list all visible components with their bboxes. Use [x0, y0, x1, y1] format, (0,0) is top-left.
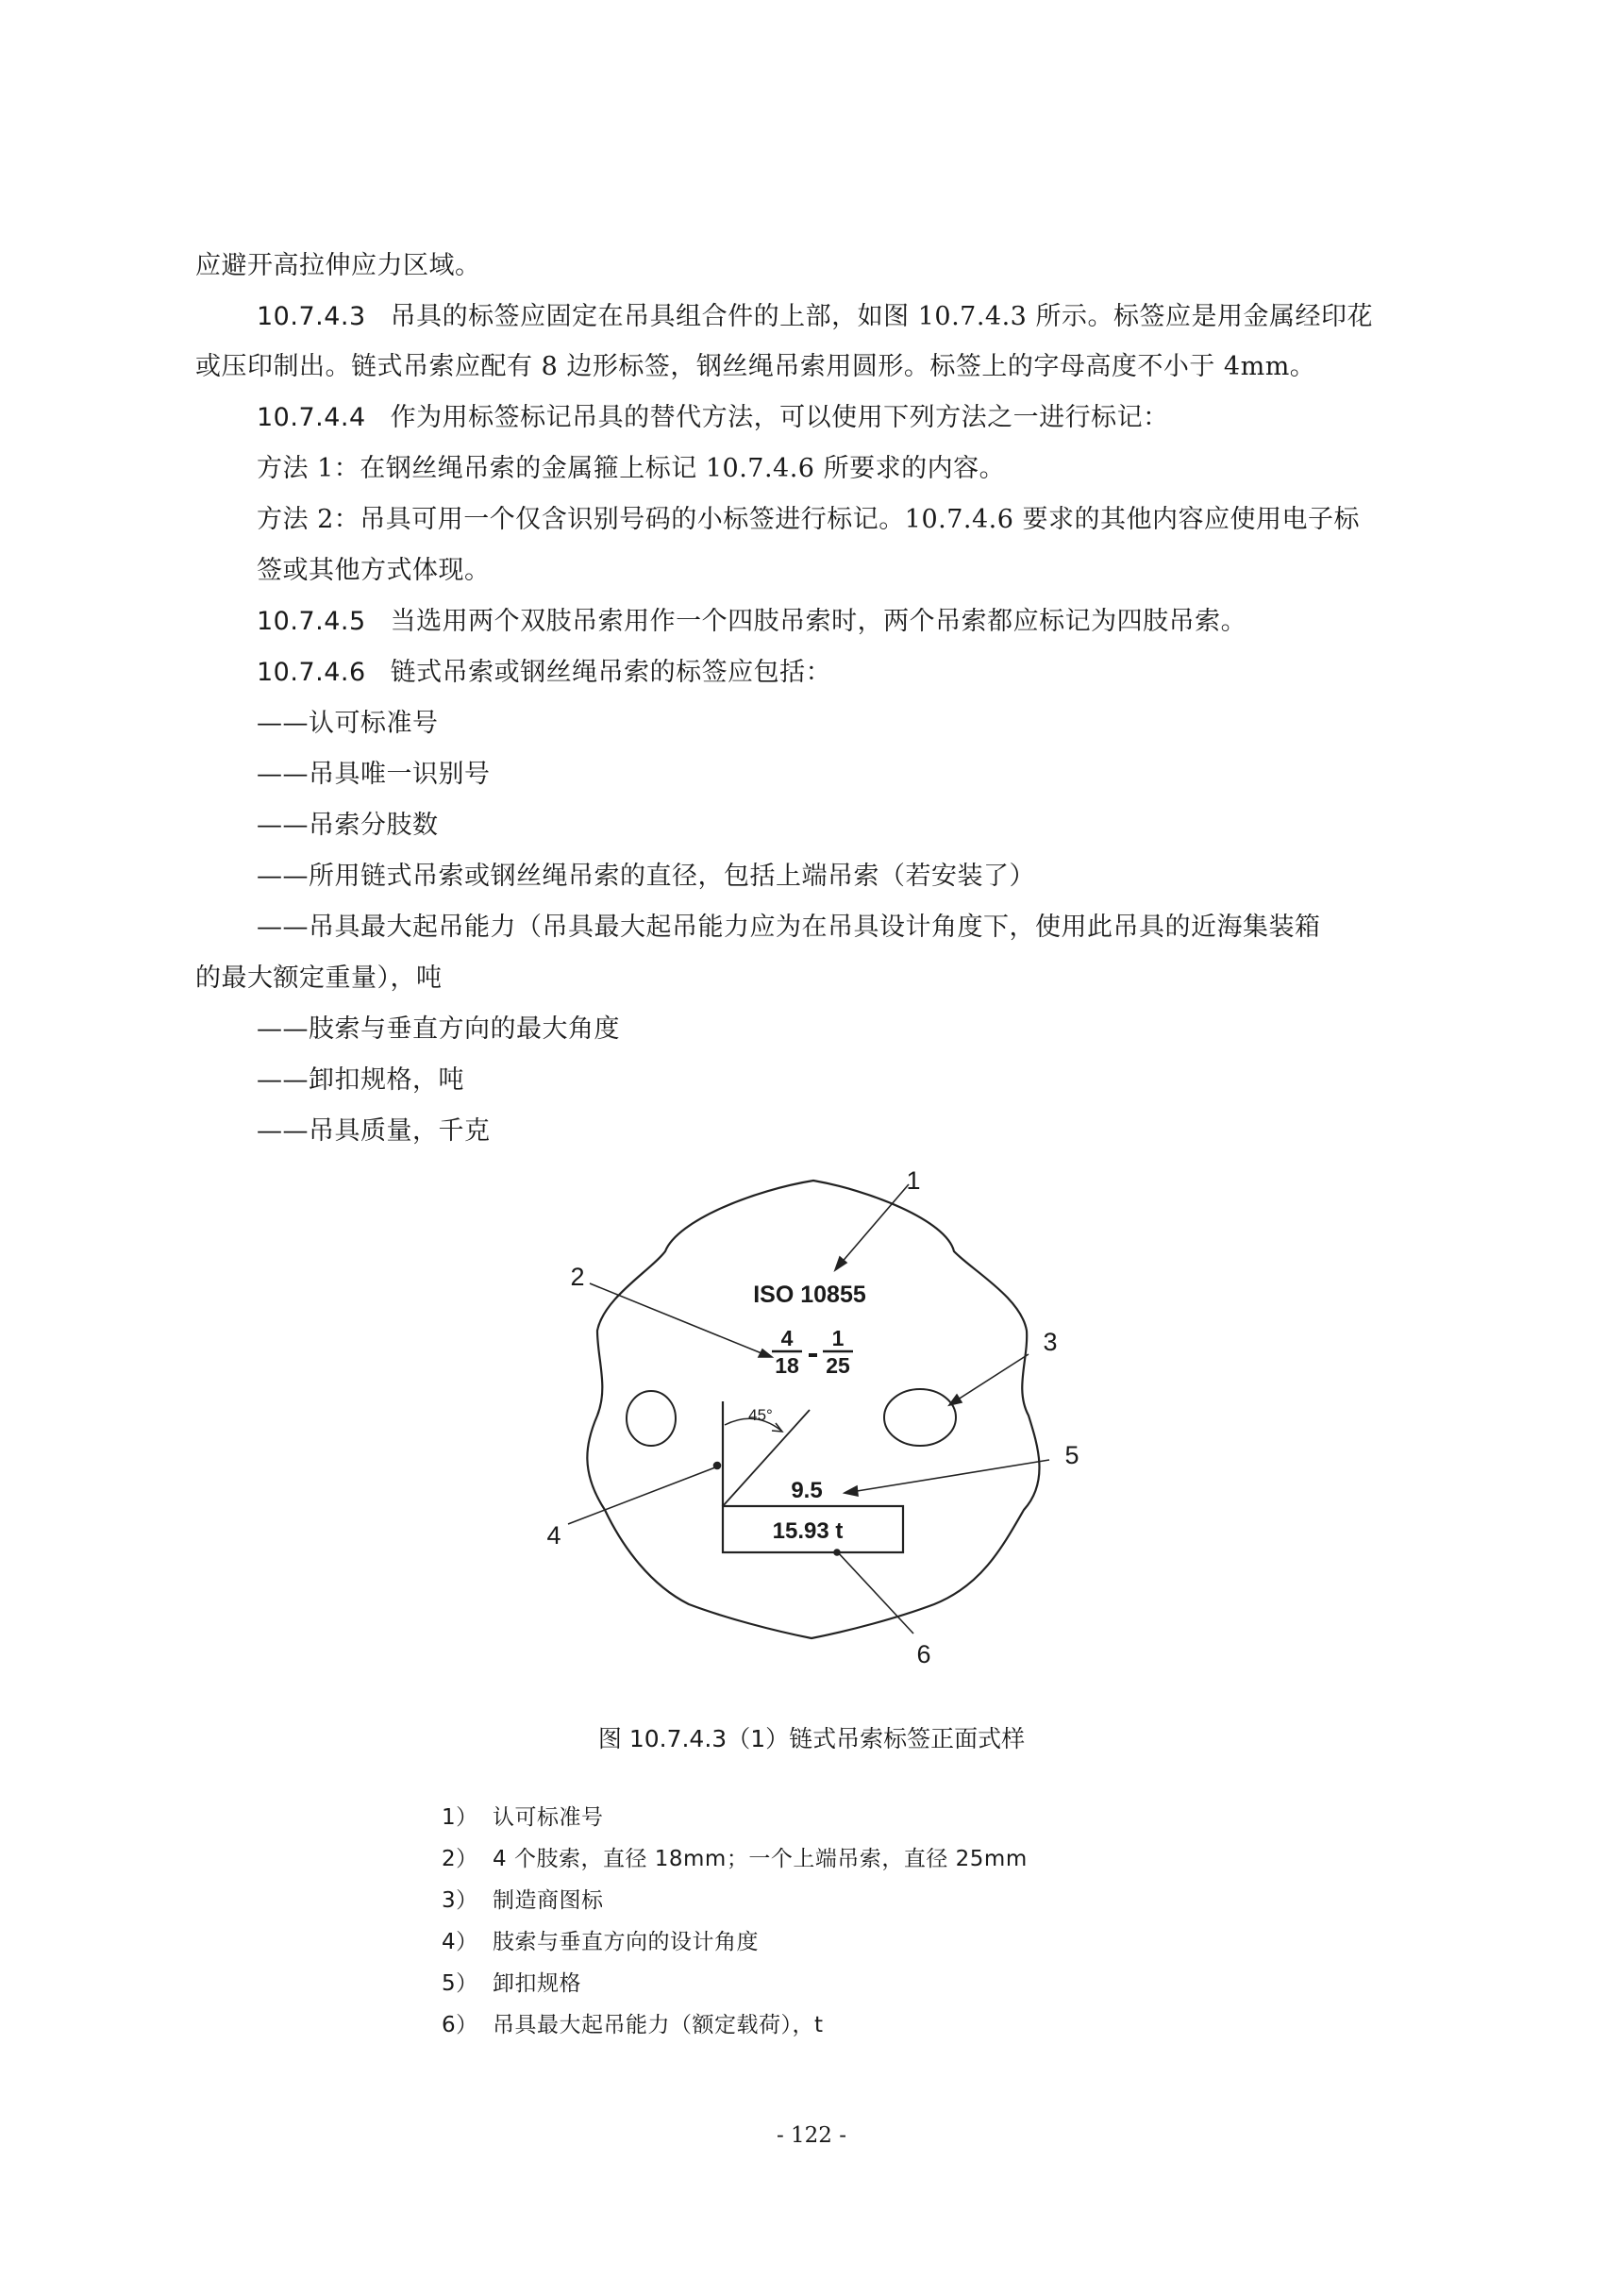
legend-item: 4） 肢索与垂直方向的设计角度 — [442, 1930, 759, 1954]
section-number: 10.7.4.5 — [257, 607, 366, 636]
legend-item: 5） 卸扣规格 — [442, 1971, 581, 1996]
callout-3: 3 — [1043, 1328, 1058, 1356]
paragraph-text: 链式吊索或钢丝绳吊索的标签应包括： — [390, 658, 832, 687]
callout-4: 4 — [546, 1521, 561, 1550]
leader-line-5 — [851, 1460, 1049, 1492]
leader-arrow-3 — [949, 1395, 962, 1405]
legend-item: 3） 制造商图标 — [442, 1888, 604, 1913]
left-hole — [627, 1391, 676, 1446]
leader-line-2 — [590, 1283, 766, 1355]
page-number: - 122 - — [776, 2123, 847, 2148]
callout-1: 1 — [906, 1166, 921, 1195]
figure-caption: 图 10.7.4.3（1）链式吊索标签正面式样 — [597, 1725, 1026, 1752]
paragraph-text: 吊具的标签应固定在吊具组合件的上部，如图 10.7.4.3 所示。标签应是用金属经印花 — [390, 302, 1373, 331]
leader-dot-6 — [834, 1550, 840, 1555]
list-item: ——卸扣规格，吨 — [257, 1065, 464, 1095]
paragraph-continuation: 应避开高拉伸应力区域。 — [195, 251, 481, 280]
standard-number-text: ISO 10855 — [753, 1282, 866, 1308]
paragraph-text: 作为用标签标记吊具的替代方法，可以使用下列方法之一进行标记： — [390, 403, 1169, 432]
section-number: 10.7.4.3 — [257, 302, 366, 331]
right-hole-manufacturer-logo — [884, 1389, 956, 1446]
callout-6: 6 — [916, 1640, 931, 1668]
capacity-text: 15.93 t — [772, 1518, 844, 1544]
octagonal-tag-outline — [587, 1181, 1039, 1638]
section-number: 10.7.4.4 — [257, 403, 366, 432]
leader-arrow-5 — [845, 1486, 858, 1496]
method-1: 方法 1：在钢丝绳吊索的金属箍上标记 10.7.4.6 所要求的内容。 — [257, 454, 1006, 483]
leader-line-6 — [837, 1551, 913, 1634]
callout-2: 2 — [570, 1263, 585, 1291]
list-item: ——肢索与垂直方向的最大角度 — [257, 1014, 620, 1044]
list-item: ——认可标准号 — [257, 709, 439, 738]
section-number: 10.7.4.6 — [257, 658, 366, 687]
paragraph-text: 当选用两个双肢吊索用作一个四肢吊索时，两个吊索都应标记为四肢吊索。 — [390, 607, 1247, 636]
fraction-1-numerator: 4 — [780, 1326, 794, 1350]
legend-item: 1） 认可标准号 — [442, 1805, 604, 1830]
method-2-cont: 签或其他方式体现。 — [257, 556, 491, 585]
method-2: 方法 2：吊具可用一个仅含识别号码的小标签进行标记。10.7.4.6 要求的其他内容应使用电子标 — [257, 505, 1360, 534]
angle-text: 45° — [748, 1406, 773, 1424]
paragraph-line: 或压印制出。链式吊索应配有 8 边形标签，钢丝绳吊索用圆形。标签上的字母高度不小于 4mm。 — [195, 352, 1316, 381]
list-item-cont: 的最大额定重量），吨 — [195, 964, 443, 993]
legend-item: 2） 4 个肢索，直径 18mm；一个上端吊索，直径 25mm — [442, 1847, 1028, 1871]
list-item: ——吊具唯一识别号 — [257, 760, 491, 789]
leader-line-3 — [955, 1354, 1029, 1401]
fraction-2-denominator: 25 — [826, 1353, 850, 1378]
leader-dot-4 — [714, 1463, 721, 1469]
fraction-1-denominator: 18 — [775, 1353, 799, 1378]
fraction-2-numerator: 1 — [831, 1326, 845, 1350]
shackle-size-text: 9.5 — [791, 1478, 823, 1503]
leader-arrow-2 — [759, 1349, 772, 1357]
callout-5: 5 — [1064, 1441, 1079, 1469]
list-item: ——吊具最大起吊能力（吊具最大起吊能力应为在吊具设计角度下，使用此吊具的近海集装箱 — [257, 913, 1321, 942]
legend-item: 6） 吊具最大起吊能力（额定载荷），t — [442, 2013, 824, 2037]
list-item: ——所用链式吊索或钢丝绳吊索的直径，包括上端吊索（若安装了） — [257, 862, 1035, 891]
list-item: ——吊索分肢数 — [257, 811, 439, 840]
list-item: ——吊具质量，千克 — [257, 1116, 491, 1146]
